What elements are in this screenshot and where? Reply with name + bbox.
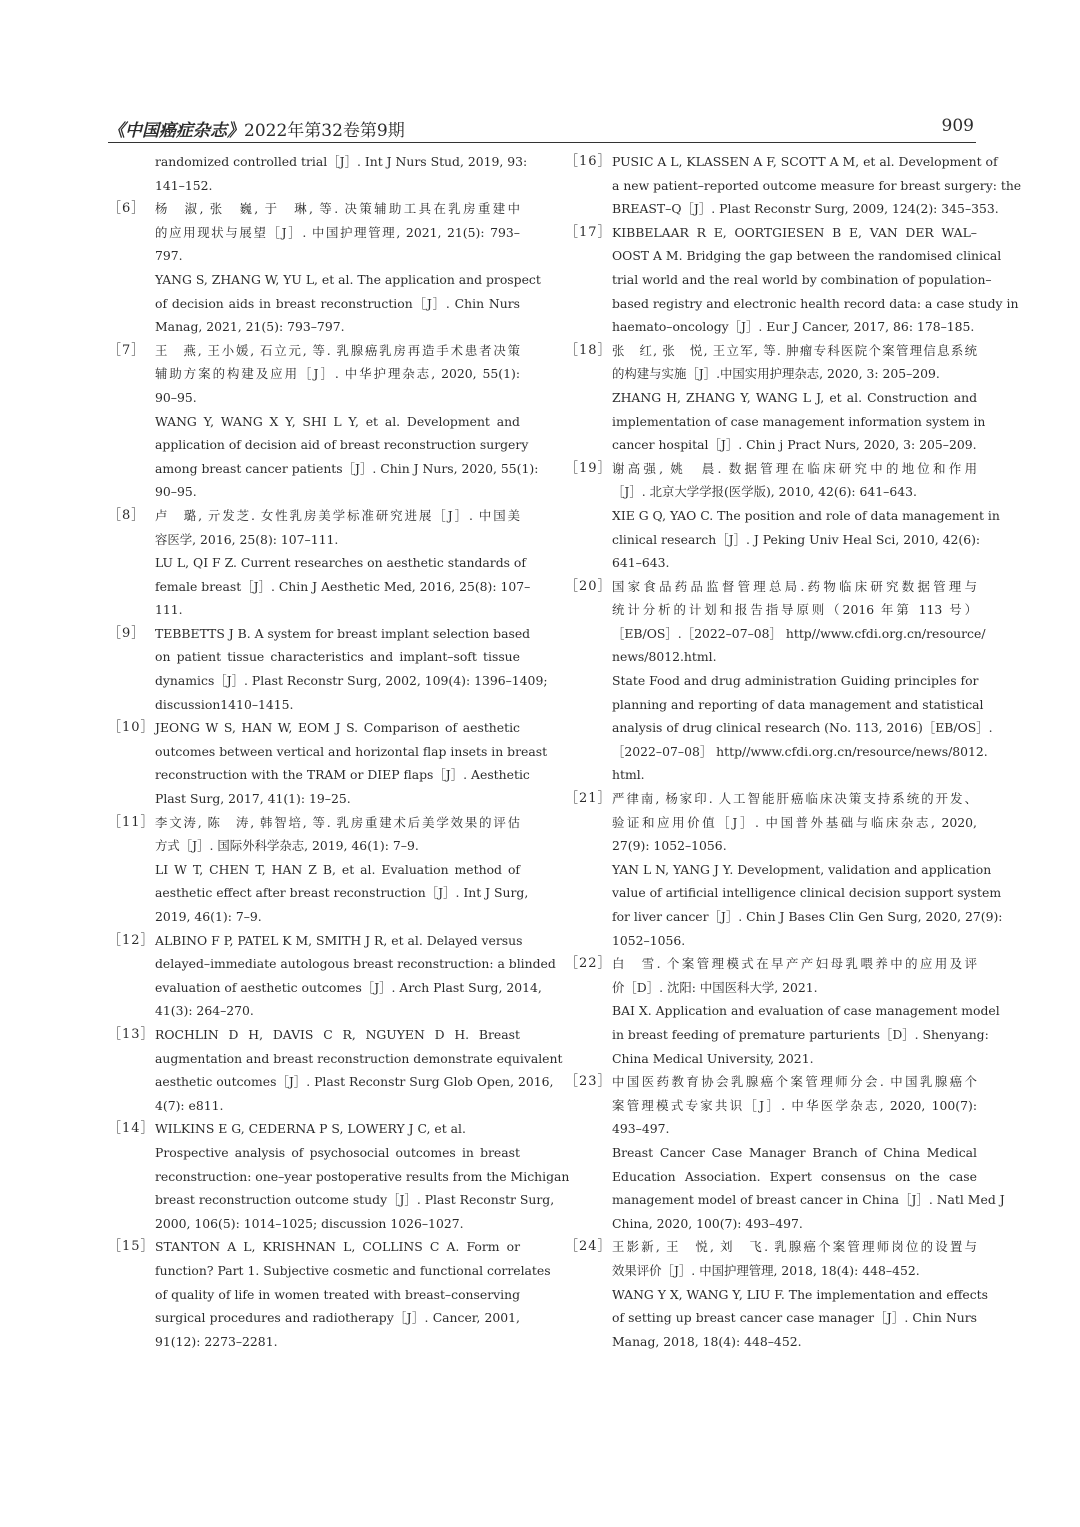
reference-line: 中国医药教育协会乳腺癌个案管理师分会. 中国乳腺癌个 bbox=[612, 1074, 977, 1090]
reference-line: on patient tissue characteristics and implant–soft tissue bbox=[155, 649, 520, 665]
reference-line: WANG Y X, WANG Y, LIU F. The implementation and effects bbox=[612, 1286, 988, 1302]
reference-line: randomized controlled trial［J］. Int J Nurs Stud, 2019, 93: bbox=[155, 154, 528, 169]
reference-line: 797. bbox=[155, 248, 183, 264]
reference-line: 容医学, 2016, 25(8): 107–111. bbox=[155, 531, 339, 547]
issue-info: 2022年第32卷第9期 bbox=[244, 121, 405, 141]
reference-line: 李文涛, 陈 涛, 韩智培, 等. 乳房重建术后美学效果的评估 bbox=[155, 814, 520, 830]
reference-line: outcomes between vertical and horizontal flap insets in breast bbox=[155, 743, 548, 759]
reference-line: TEBBETTS J B. A system for breast implant selection based bbox=[155, 625, 531, 641]
page-number: 909 bbox=[941, 116, 974, 136]
reference-line: analysis of drug clinical research (No. 113, 2016)［EB/OS］. bbox=[612, 720, 993, 736]
reference-number: ［7］ bbox=[108, 342, 146, 358]
reference-entry bbox=[108, 339, 539, 504]
reference-line: 国家食品药品监督管理总局.药物临床研究数据管理与 bbox=[612, 578, 977, 594]
reference-line: State Food and drug administration Guiding principles for bbox=[612, 673, 979, 689]
reference-number: ［13］ bbox=[108, 1026, 155, 1042]
reference-entry bbox=[108, 929, 556, 1023]
reference-number: ［21］ bbox=[565, 791, 612, 807]
reference-line: ALBINO F P, PATEL K M, SMITH J R, et al. Delayed versus bbox=[155, 932, 523, 948]
reference-line: PUSIC A L, KLASSEN A F, SCOTT A M, et al. Development of bbox=[612, 154, 998, 169]
reference-line: for liver cancer［J］. Chin J Bases Clin Gen Surg, 2020, 27(9): bbox=[612, 909, 1003, 924]
reference-line: 统计分析的计划和报告指导原则（2016 年第 113 号） bbox=[612, 602, 977, 618]
reference-number: ［20］ bbox=[565, 578, 612, 594]
journal-title bbox=[108, 116, 405, 141]
reference-line: among breast cancer patients［J］. Chin J Nurs, 2020, 55(1): bbox=[155, 460, 539, 476]
reference-entry bbox=[108, 622, 548, 716]
reference-line: 严律南, 杨家印. 人工智能肝癌临床决策支持系统的开发、 bbox=[612, 791, 977, 807]
reference-line: trial world and the real world by combination of population– bbox=[612, 271, 992, 287]
reference-line: BREAST–Q［J］. Plast Reconstr Surg, 2009, 124(2): 345–353. bbox=[612, 201, 999, 217]
reference-line: value of artificial intelligence clinical decision support system bbox=[612, 885, 1002, 901]
reference-line: 的应用现状与展望［J］. 中国护理管理, 2021, 21(5): 793– bbox=[155, 224, 520, 240]
reference-line: WANG Y, WANG X Y, SHI L Y, et al. Development and bbox=[155, 413, 520, 429]
reference-line: Manag, 2021, 21(5): 793–797. bbox=[155, 319, 345, 335]
reference-entry bbox=[108, 150, 528, 197]
reference-number: ［12］ bbox=[108, 932, 155, 948]
reference-line: augmentation and breast reconstruction demonstrate equivalent bbox=[155, 1050, 563, 1066]
reference-line: reconstruction with the TRAM or DIEP flaps［J］. Aesthetic bbox=[155, 767, 530, 783]
reference-line: based registry and electronic health record data: a case study in bbox=[612, 295, 1019, 311]
reference-line: aesthetic effect after breast reconstruction［J］. Int J Surg, bbox=[155, 885, 529, 901]
reference-number: ［15］ bbox=[108, 1239, 155, 1255]
reference-line: aesthetic outcomes［J］. Plast Reconstr Surg Glob Open, 2016, bbox=[155, 1074, 554, 1090]
reference-number: ［9］ bbox=[108, 625, 146, 641]
reference-line: function? Part 1. Subjective cosmetic and functional correlates bbox=[155, 1262, 551, 1278]
reference-number: ［24］ bbox=[565, 1239, 612, 1255]
reference-line: 王 燕, 王小媛, 石立元, 等. 乳腺癌乳房再造手术患者决策 bbox=[155, 342, 520, 358]
reference-line: breast reconstruction outcome study［J］. Plast Reconstr Surg, bbox=[155, 1192, 555, 1208]
reference-number: ［10］ bbox=[108, 720, 155, 736]
reference-entry bbox=[565, 575, 993, 787]
reference-number: ［16］ bbox=[565, 154, 612, 169]
reference-line: 1052–1056. bbox=[612, 932, 686, 948]
reference-line: 90–95. bbox=[155, 389, 197, 405]
reference-line: in breast feeding of premature parturients［D］. Shenyang: bbox=[612, 1026, 989, 1042]
reference-line: 493–497. bbox=[612, 1121, 670, 1137]
reference-line: 方式［J］. 国际外科学杂志, 2019, 46(1): 7–9. bbox=[155, 838, 419, 854]
reference-line: 41(3): 264–270. bbox=[155, 1003, 254, 1019]
reference-line: 2000, 106(5): 1014–1025; discussion 1026–1027. bbox=[155, 1215, 464, 1231]
reference-entry bbox=[565, 150, 1022, 221]
reference-entry bbox=[565, 1235, 988, 1353]
reference-line: Breast Cancer Case Manager Branch of China Medical bbox=[612, 1144, 977, 1160]
reference-line: ROCHLIN D H, DAVIS C R, NGUYEN D H. Breast bbox=[155, 1026, 520, 1042]
reference-line: ［EB/OS］.［2022–07–08］ http//www.cfdi.org.cn/resource/ bbox=[612, 625, 986, 641]
reference-number: ［17］ bbox=[565, 224, 612, 240]
reference-column-left bbox=[108, 150, 570, 1353]
reference-line: 价［D］. 沈阳: 中国医科大学, 2021. bbox=[612, 979, 818, 995]
reference-line: 141–152. bbox=[155, 177, 213, 193]
reference-line: KIBBELAAR R E, OORTGIESEN B E, VAN DER WAL– bbox=[612, 224, 977, 240]
journal-name: 《中国癌症杂志》 bbox=[108, 121, 244, 141]
reference-entry bbox=[565, 221, 1019, 339]
reference-entry bbox=[565, 952, 1000, 1070]
reference-line: reconstruction: one–year postoperative results from the Michigan bbox=[155, 1168, 570, 1184]
running-header bbox=[108, 116, 974, 140]
reference-line: ［2022–07–08］ http//www.cfdi.org.cn/resource/news/8012. bbox=[612, 743, 988, 759]
reference-line: 111. bbox=[155, 602, 183, 618]
reference-line: clinical research［J］. J Peking Univ Heal Sci, 2010, 42(6): bbox=[612, 531, 981, 547]
reference-line: surgical procedures and radiotherapy［J］. Cancer, 2001, bbox=[155, 1310, 520, 1326]
reference-line: 641–643. bbox=[612, 555, 670, 571]
reference-entry bbox=[108, 504, 531, 622]
reference-line: haemato–oncology［J］. Eur J Cancer, 2017, 86: 178–185. bbox=[612, 319, 975, 335]
reference-line: html. bbox=[612, 767, 645, 783]
reference-line: LI W T, CHEN T, HAN Z B, et al. Evaluation method of bbox=[155, 861, 520, 877]
reference-line: 张 红, 张 悦, 王立军, 等. 肿瘤专科医院个案管理信息系统 bbox=[612, 342, 977, 358]
reference-line: China, 2020, 100(7): 493–497. bbox=[612, 1215, 803, 1231]
reference-line: JEONG W S, HAN W, EOM J S. Comparison of aesthetic bbox=[155, 720, 520, 736]
reference-number: ［6］ bbox=[108, 201, 146, 217]
reference-line: Plast Surg, 2017, 41(1): 19–25. bbox=[155, 791, 351, 807]
reference-line: application of decision aid of breast reconstruction surgery bbox=[155, 437, 529, 453]
reference-line: ZHANG H, ZHANG Y, WANG L J, et al. Construction and bbox=[612, 389, 977, 405]
reference-line: LU L, QI F Z. Current researches on aesthetic standards of bbox=[155, 555, 526, 571]
reference-line: cancer hospital［J］. Chin j Pract Nurs, 2020, 3: 205–209. bbox=[612, 437, 977, 453]
reference-line: Education Association. Expert consensus on the case bbox=[612, 1168, 977, 1184]
reference-line: 白 雪. 个案管理模式在早产产妇母乳喂养中的应用及评 bbox=[612, 956, 977, 972]
reference-line: 杨 淑, 张 巍, 于 琳, 等. 决策辅助工具在乳房重建中 bbox=[155, 201, 520, 217]
reference-line: YANG S, ZHANG W, YU L, et al. The application and prospect bbox=[155, 271, 541, 287]
reference-line: delayed–immediate autologous breast reconstruction: a blinded bbox=[155, 956, 556, 972]
reference-number: ［11］ bbox=[108, 814, 155, 830]
reference-line: dynamics［J］. Plast Reconstr Surg, 2002, 109(4): 1396–1409; bbox=[155, 673, 548, 689]
reference-line: 2019, 46(1): 7–9. bbox=[155, 909, 262, 924]
reference-line: 王影新, 王 悦, 刘 飞. 乳腺癌个案管理师岗位的设置与 bbox=[612, 1239, 977, 1255]
reference-entry bbox=[108, 197, 541, 339]
reference-line: 卢 璐, 亓发芝. 女性乳房美学标准研究进展［J］. 中国美 bbox=[155, 507, 520, 523]
reference-line: 辅助方案的构建及应用［J］. 中华护理杂志, 2020, 55(1): bbox=[155, 366, 520, 382]
reference-entry bbox=[108, 1023, 563, 1117]
reference-line: management model of breast cancer in China［J］. Natl Med J bbox=[612, 1192, 1005, 1208]
reference-line: of decision aids in breast reconstruction［J］. Chin Nurs bbox=[155, 295, 520, 311]
reference-line: XIE G Q, YAO C. The position and role of data management in bbox=[612, 507, 1000, 523]
reference-line: of setting up breast cancer case manager［J］. Chin Nurs bbox=[612, 1310, 977, 1326]
reference-number: ［22］ bbox=[565, 956, 612, 972]
reference-number: ［19］ bbox=[565, 460, 612, 476]
reference-entry bbox=[565, 1070, 1005, 1235]
reference-number: ［23］ bbox=[565, 1074, 612, 1090]
reference-line: YAN L N, YANG J Y. Development, validation and application bbox=[612, 861, 992, 877]
reference-line: 的构建与实施［J］.中国实用护理杂志, 2020, 3: 205–209. bbox=[612, 366, 940, 382]
header-rule bbox=[108, 142, 976, 143]
reference-number: ［18］ bbox=[565, 342, 612, 358]
reference-line: of quality of life in women treated with breast–conserving bbox=[155, 1286, 520, 1302]
reference-line: OOST A M. Bridging the gap between the randomised clinical bbox=[612, 248, 1002, 264]
reference-number: ［8］ bbox=[108, 507, 146, 523]
reference-entry bbox=[108, 716, 548, 810]
reference-entry bbox=[565, 457, 1000, 575]
reference-line: 90–95. bbox=[155, 484, 197, 500]
reference-line: Prospective analysis of psychosocial outcomes in breast bbox=[155, 1144, 520, 1160]
reference-line: 效果评价［J］. 中国护理管理, 2018, 18(4): 448–452. bbox=[612, 1262, 920, 1278]
reference-line: evaluation of aesthetic outcomes［J］. Arch Plast Surg, 2014, bbox=[155, 979, 542, 995]
reference-number: ［14］ bbox=[108, 1121, 155, 1137]
reference-line: 27(9): 1052–1056. bbox=[612, 838, 727, 854]
reference-entry bbox=[108, 811, 529, 929]
reference-line: discussion1410–1415. bbox=[155, 696, 294, 712]
reference-line: 91(12): 2273–2281. bbox=[155, 1333, 278, 1349]
reference-entry bbox=[108, 1117, 570, 1235]
reference-entry bbox=[565, 339, 986, 457]
reference-column-right bbox=[565, 150, 1022, 1353]
reference-line: 验证和应用价值［J］. 中国普外基础与临床杂志, 2020, bbox=[612, 814, 977, 830]
reference-line: BAI X. Application and evaluation of case management model bbox=[612, 1003, 1000, 1019]
reference-line: STANTON A L, KRISHNAN L, COLLINS C A. Form or bbox=[155, 1239, 520, 1255]
reference-line: news/8012.html. bbox=[612, 649, 717, 665]
reference-line: China Medical University, 2021. bbox=[612, 1050, 814, 1066]
reference-line: a new patient–reported outcome measure for breast surgery: the bbox=[612, 177, 1022, 193]
reference-line: implementation of case management information system in bbox=[612, 413, 986, 429]
reference-line: 4(7): e811. bbox=[155, 1097, 224, 1113]
reference-line: ［J］. 北京大学学报(医学版), 2010, 42(6): 641–643. bbox=[612, 484, 917, 500]
reference-line: female breast［J］. Chin J Aesthetic Med, 2016, 25(8): 107– bbox=[155, 578, 531, 594]
reference-entry bbox=[565, 787, 1003, 952]
reference-entry bbox=[108, 1235, 551, 1353]
reference-line: 谢高强, 姚 晨. 数据管理在临床研究中的地位和作用 bbox=[612, 460, 977, 476]
reference-line: WILKINS E G, CEDERNA P S, LOWERY J C, et al. bbox=[155, 1121, 466, 1137]
reference-line: 案管理模式专家共识［J］. 中华医学杂志, 2020, 100(7): bbox=[612, 1097, 977, 1113]
reference-line: planning and reporting of data management and statistical bbox=[612, 696, 984, 712]
reference-line: Manag, 2018, 18(4): 448–452. bbox=[612, 1333, 802, 1349]
